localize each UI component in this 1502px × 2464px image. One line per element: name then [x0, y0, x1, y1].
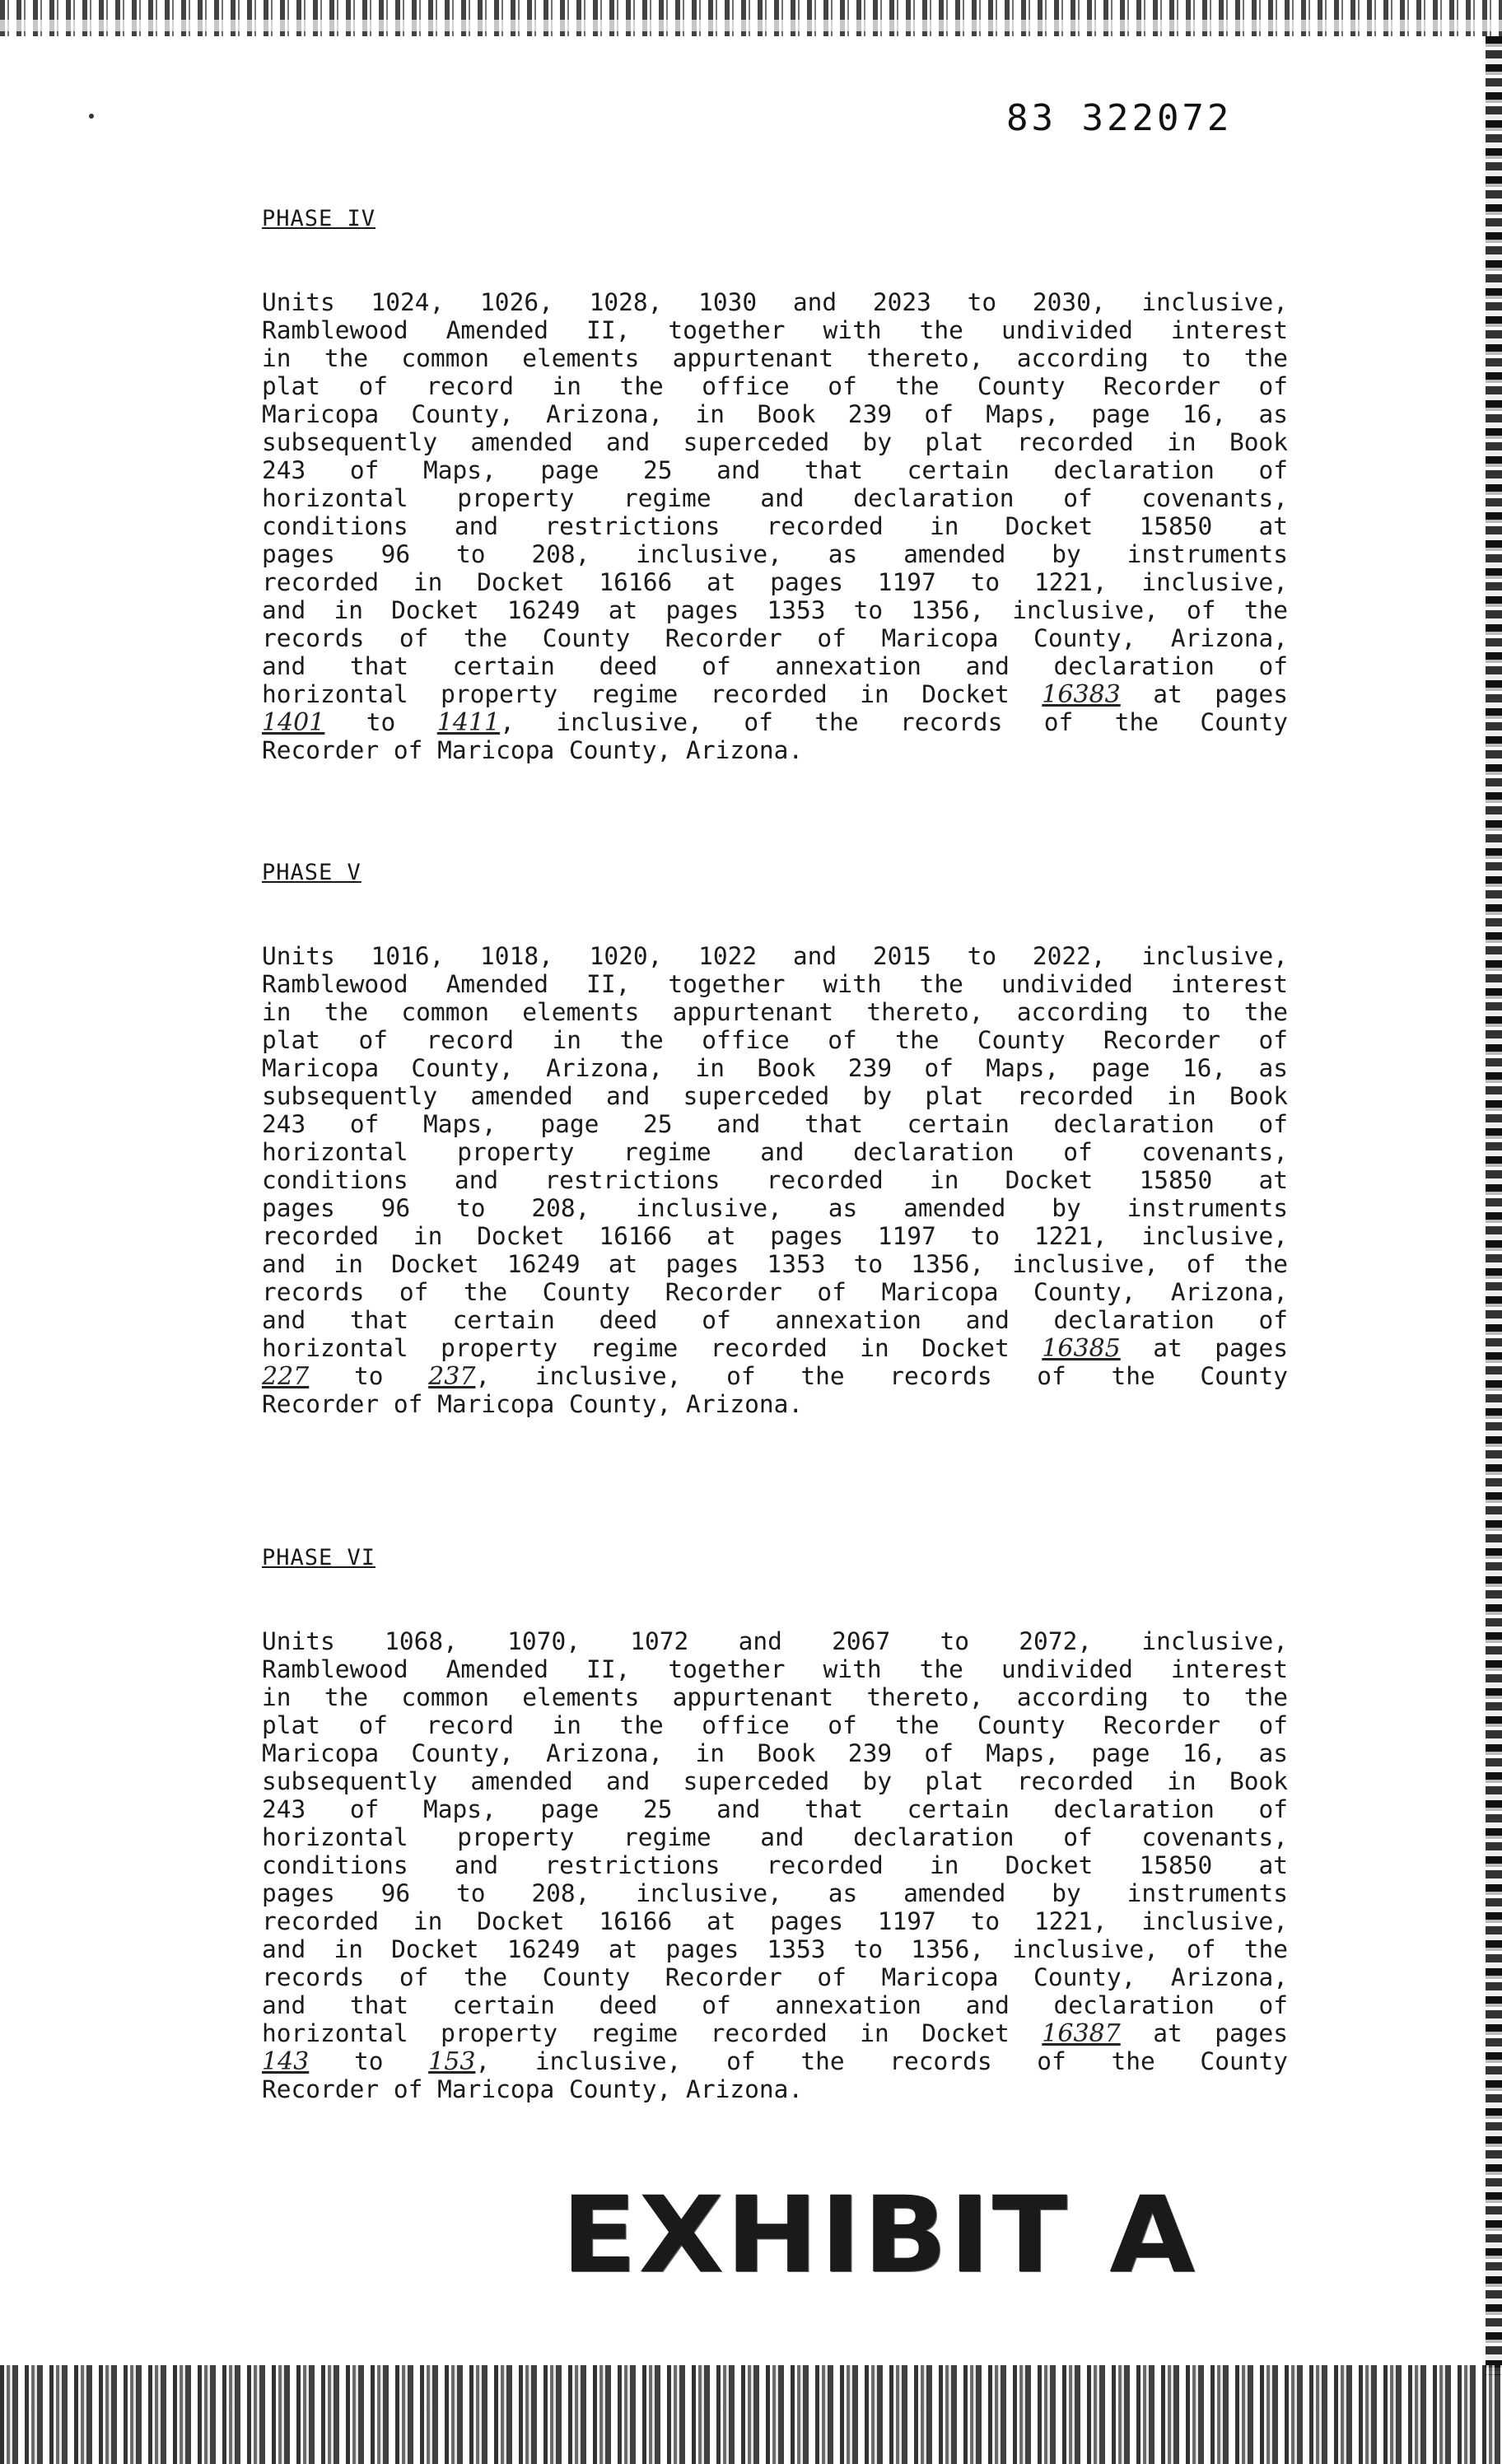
- handwritten-page-to: 1411: [436, 708, 501, 736]
- paragraph-line: Maricopa County, Arizona, in Book 239 of Maps, page 16, as: [262, 1054, 1288, 1082]
- paragraph-line: and that certain deed of annexation and declaration of: [262, 1991, 1288, 2019]
- paragraph-line: Units 1068, 1070, 1072 and 2067 to 2072, inclusive,: [262, 1627, 1288, 1655]
- paragraph-line: and in Docket 16249 at pages 1353 to 1356, inclusive, of the: [262, 1250, 1288, 1278]
- docket-line-tail: at pages: [1153, 1334, 1288, 1362]
- handwritten-page-from: 1401: [262, 708, 325, 736]
- handwritten-page-from: 227: [262, 1362, 310, 1390]
- docket-line: [262, 1334, 1288, 1362]
- paragraph-line: in the common elements appurtenant thereto, according to the: [262, 1683, 1288, 1711]
- paragraph-line: in the common elements appurtenant thereto, according to the: [262, 998, 1288, 1026]
- handwritten-page-to: 237: [428, 1362, 476, 1390]
- phase-paragraph: [262, 288, 1288, 764]
- docket-line: [262, 680, 1288, 708]
- pages-line-text: , inclusive, of the records of the County: [475, 2047, 1288, 2075]
- paragraph-line: recorded in Docket 16166 at pages 1197 to 1221, inclusive,: [262, 568, 1288, 596]
- paragraph-line: and that certain deed of annexation and declaration of: [262, 1306, 1288, 1334]
- paragraph-line: Maricopa County, Arizona, in Book 239 of Maps, page 16, as: [262, 1739, 1288, 1767]
- docket-line-text: horizontal property regime recorded in Docket: [262, 1334, 1010, 1362]
- paragraph-line: horizontal property regime and declaration of covenants,: [262, 1138, 1288, 1166]
- handwritten-page-from: 143: [262, 2047, 310, 2075]
- handwritten-docket-number: 16387: [1042, 2019, 1121, 2047]
- handwritten-docket-number: 16385: [1042, 1334, 1121, 1362]
- paragraph-final-line: Recorder of Maricopa County, Arizona.: [262, 736, 804, 764]
- handwritten-page-to: 153: [428, 2047, 476, 2075]
- paragraph-final-line: Recorder of Maricopa County, Arizona.: [262, 2075, 804, 2103]
- paragraph-line: recorded in Docket 16166 at pages 1197 to 1221, inclusive,: [262, 1222, 1288, 1250]
- paragraph-line: pages 96 to 208, inclusive, as amended by instruments: [262, 540, 1288, 568]
- phase-heading: PHASE V: [262, 860, 362, 885]
- paragraph-line: subsequently amended and superceded by plat recorded in Book: [262, 428, 1288, 456]
- document-number: 83 322072: [1006, 97, 1233, 139]
- paragraph-line: pages 96 to 208, inclusive, as amended by instruments: [262, 1194, 1288, 1222]
- paragraph-line: and in Docket 16249 at pages 1353 to 1356, inclusive, of the: [262, 1935, 1288, 1963]
- scan-edge-right: [1486, 36, 1502, 2375]
- paragraph-line: in the common elements appurtenant thereto, according to the: [262, 344, 1288, 372]
- paragraph-line: records of the County Recorder of Maricopa County, Arizona,: [262, 1963, 1288, 1991]
- paragraph-line: horizontal property regime and declaration of covenants,: [262, 484, 1288, 512]
- phase-paragraph: [262, 942, 1288, 1418]
- paragraph-line: conditions and restrictions recorded in Docket 15850 at: [262, 512, 1288, 540]
- paragraph-line: recorded in Docket 16166 at pages 1197 to 1221, inclusive,: [262, 1907, 1288, 1935]
- pages-line: 1401 to 1411, inclusive, of the records of the County: [262, 708, 1288, 736]
- paragraph-line: conditions and restrictions recorded in Docket 15850 at: [262, 1851, 1288, 1879]
- paragraph-line: Maricopa County, Arizona, in Book 239 of Maps, page 16, as: [262, 400, 1288, 428]
- docket-line-tail: at pages: [1153, 680, 1288, 708]
- paragraph-line: Ramblewood Amended II, together with the undivided interest: [262, 316, 1288, 344]
- paragraph-line: pages 96 to 208, inclusive, as amended by instruments: [262, 1879, 1288, 1907]
- paragraph-line: conditions and restrictions recorded in Docket 15850 at: [262, 1166, 1288, 1194]
- paragraph-line: 243 of Maps, page 25 and that certain declaration of: [262, 1110, 1288, 1138]
- paragraph-line: and in Docket 16249 at pages 1353 to 1356, inclusive, of the: [262, 596, 1288, 624]
- exhibit-stamp: EXHIBIT A: [561, 2174, 1197, 2297]
- paragraph-line: Ramblewood Amended II, together with the undivided interest: [262, 1655, 1288, 1683]
- paragraph-line: 243 of Maps, page 25 and that certain declaration of: [262, 1795, 1288, 1823]
- paragraph-line: plat of record in the office of the County Recorder of: [262, 1026, 1288, 1054]
- scan-noise-top-band: [0, 20, 1502, 31]
- scan-speck: [89, 114, 94, 119]
- paragraph-line: plat of record in the office of the County Recorder of: [262, 372, 1288, 400]
- handwritten-docket-number: 16383: [1042, 680, 1121, 708]
- pages-line: 143 to 153, inclusive, of the records of the County: [262, 2047, 1288, 2075]
- paragraph-final-line: Recorder of Maricopa County, Arizona.: [262, 1390, 804, 1418]
- pages-line-text: , inclusive, of the records of the County: [475, 1362, 1288, 1390]
- paragraph-line: 243 of Maps, page 25 and that certain declaration of: [262, 456, 1288, 484]
- docket-line-text: horizontal property regime recorded in Docket: [262, 2019, 1010, 2047]
- phase-heading: PHASE VI: [262, 1545, 376, 1570]
- paragraph-line: Units 1016, 1018, 1020, 1022 and 2015 to 2022, inclusive,: [262, 942, 1288, 970]
- scan-noise-bottom: [0, 2365, 1502, 2464]
- paragraph-line: Ramblewood Amended II, together with the undivided interest: [262, 970, 1288, 998]
- pages-line: 227 to 237, inclusive, of the records of the County: [262, 1362, 1288, 1390]
- docket-line-tail: at pages: [1153, 2019, 1288, 2047]
- paragraph-line: and that certain deed of annexation and declaration of: [262, 652, 1288, 680]
- paragraph-line: Units 1024, 1026, 1028, 1030 and 2023 to 2030, inclusive,: [262, 288, 1288, 316]
- pages-line-text: , inclusive, of the records of the County: [500, 708, 1288, 736]
- paragraph-line: subsequently amended and superceded by plat recorded in Book: [262, 1767, 1288, 1795]
- paragraph-line: records of the County Recorder of Maricopa County, Arizona,: [262, 624, 1288, 652]
- paragraph-line: horizontal property regime and declaration of covenants,: [262, 1823, 1288, 1851]
- docket-line-text: horizontal property regime recorded in Docket: [262, 680, 1010, 708]
- paragraph-line: records of the County Recorder of Maricopa County, Arizona,: [262, 1278, 1288, 1306]
- paragraph-line: subsequently amended and superceded by plat recorded in Book: [262, 1082, 1288, 1110]
- docket-line: [262, 2019, 1288, 2047]
- phase-heading: PHASE IV: [262, 206, 376, 231]
- phase-paragraph: [262, 1627, 1288, 2103]
- paragraph-line: plat of record in the office of the County Recorder of: [262, 1711, 1288, 1739]
